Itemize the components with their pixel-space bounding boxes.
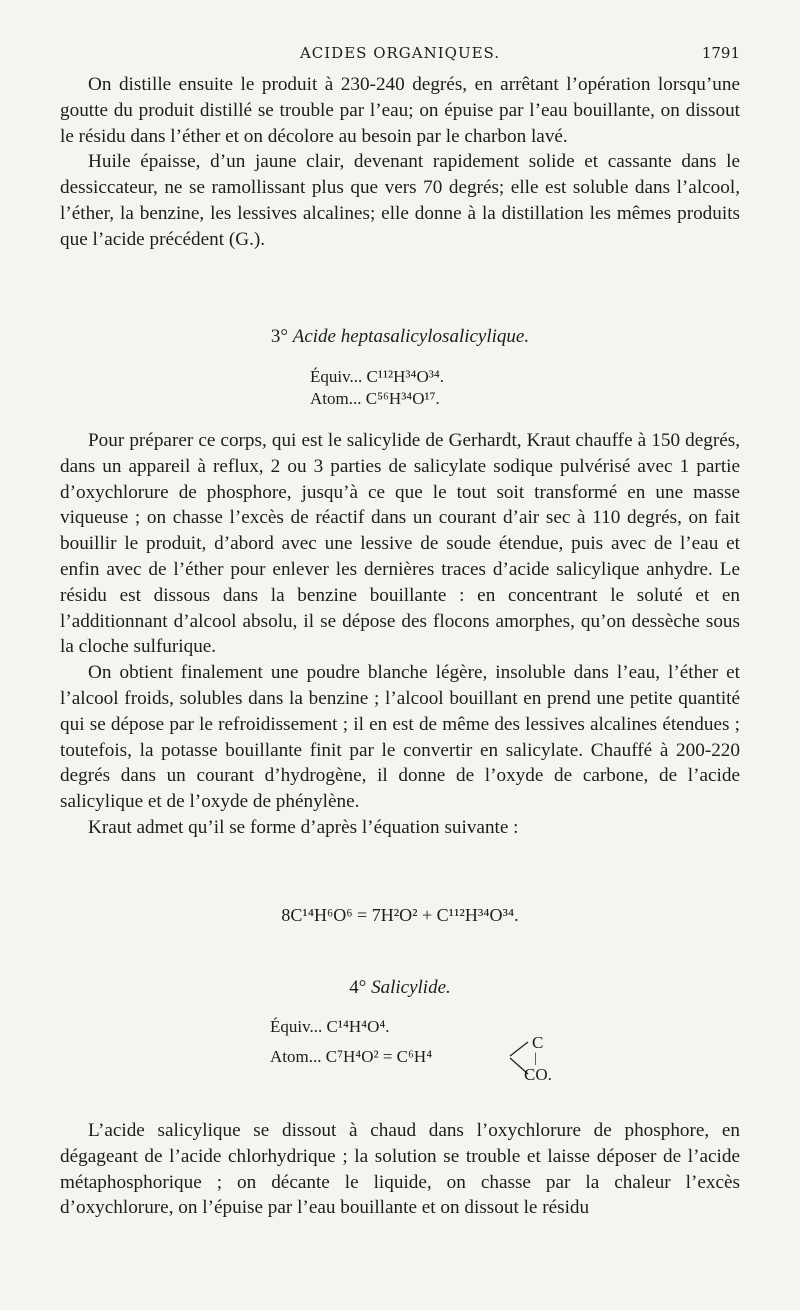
formula-block-4 [270,1016,552,1086]
formula-value: C⁵⁶H³⁴O¹⁷. [365,389,440,408]
formula-value: C¹¹²H³⁴O³⁴. [366,367,444,386]
section-title: Salicylide. [371,977,451,998]
formula-label: Atom... [310,389,362,408]
formula-label: Équiv... [310,367,363,386]
paragraph: Huile épaisse, d’un jaune clair, devenant rapidement solide et cassante dans le dessiccateur, ne se ramollissant plus que vers 70 degrés; elle est soluble dans l’alcool, l’éther, la benzine, les lessives alcalines; elle donne à la distillation les mêmes produits que l’acide précédent (G.). [60,151,740,250]
page-number: 1791 [701,44,740,62]
bracket-top: C [532,1033,544,1052]
formula-block-3 [310,366,444,410]
paragraph: On distille ensuite le produit à 230-240 degrés, en arrêtant l’opération lorsqu’une goutte du produit distillé se trouble par l’eau; on épuise par l’eau bouillante, on dissout le résidu dans l’éther et on décolore au besoin par le charbon lavé. [60,74,740,147]
bracket-mid: | [534,1051,537,1066]
formula-value: C¹⁴H⁴O⁴. [326,1017,390,1036]
formula-label: Atom... [270,1047,322,1066]
section-number: 3° [270,326,288,347]
paragraph: L’acide salicylique se dissout à chaud dans l’oxychlorure de phosphore, en dégageant de l’acide chlorhydrique ; la solution se trouble et laisse déposer de l’acide métaphosphorique ; on décante le liquide, on chasse par la chaleur l’excès d’oxychlorure, on l’épuise par l’eau bouillante et on dissout le résidu [60,1120,740,1219]
section-heading-4 [60,977,740,999]
section-number: 4° [349,977,367,998]
paragraph: Pour préparer ce corps, qui est le salicylide de Gerhardt, Kraut chauffe à 150 degrés, dans un appareil à reflux, 2 ou 3 parties de salicylate sodique pulvérisé avec 1 partie d’oxychlorure de phosphore, jusqu’à ce que le tout soit transformé en une masse viqueuse ; on chasse l’excès de réactif dans un courant d’air sec à 110 degrés, on fait bouillir le produit, d’abord avec une lessive de soude étendue, puis avec de l’eau et enfin avec de l’éther pour enlever les dernières traces d’acide salicylique anhydre. Le résidu est dissous dans la benzine bouillante : en concentrant le soluté et en l’additionnant d’alcool absolu, il se dépose des flocons amorphes, qu’on dessèche sous la cloche sulfurique. [60,430,740,658]
section-title: Acide heptasalicylosalicylique. [292,326,530,347]
section-heading-3 [60,326,740,348]
formula-label: Équiv... [270,1017,323,1036]
formula-value: C⁷H⁴O² = C⁶H⁴ [325,1047,433,1066]
text-block-3 [60,1118,740,1221]
running-title: ACIDES ORGANIQUES. [299,44,501,62]
bracket-bottom: CO. [524,1065,552,1084]
text-block-1 [60,72,740,253]
paragraph: On obtient finalement une poudre blanche légère, insoluble dans l’eau, l’éther et l’alcool froids, solubles dans la benzine ; l’alcool bouillant en prend une petite quantité qui se dépose par le refroidissement ; il en est de même des lessives alcalines étendues ; toutefois, la potasse bouillante finit par le convertir en salicylate. Chauffé à 200-220 degrés dans un courant d’hydrogène, il donne de l’oxyde de carbone, de l’acide salicylique et de l’oxyde de phénylène. [60,662,740,813]
equation: 8C¹⁴H⁶O⁶ = 7H²O² + C¹¹²H³⁴O³⁴. [281,905,519,925]
text-block-2 [60,428,740,841]
running-header [60,44,740,68]
paragraph: Kraut admet qu’il se forme d’après l’équation suivante : [88,816,519,838]
